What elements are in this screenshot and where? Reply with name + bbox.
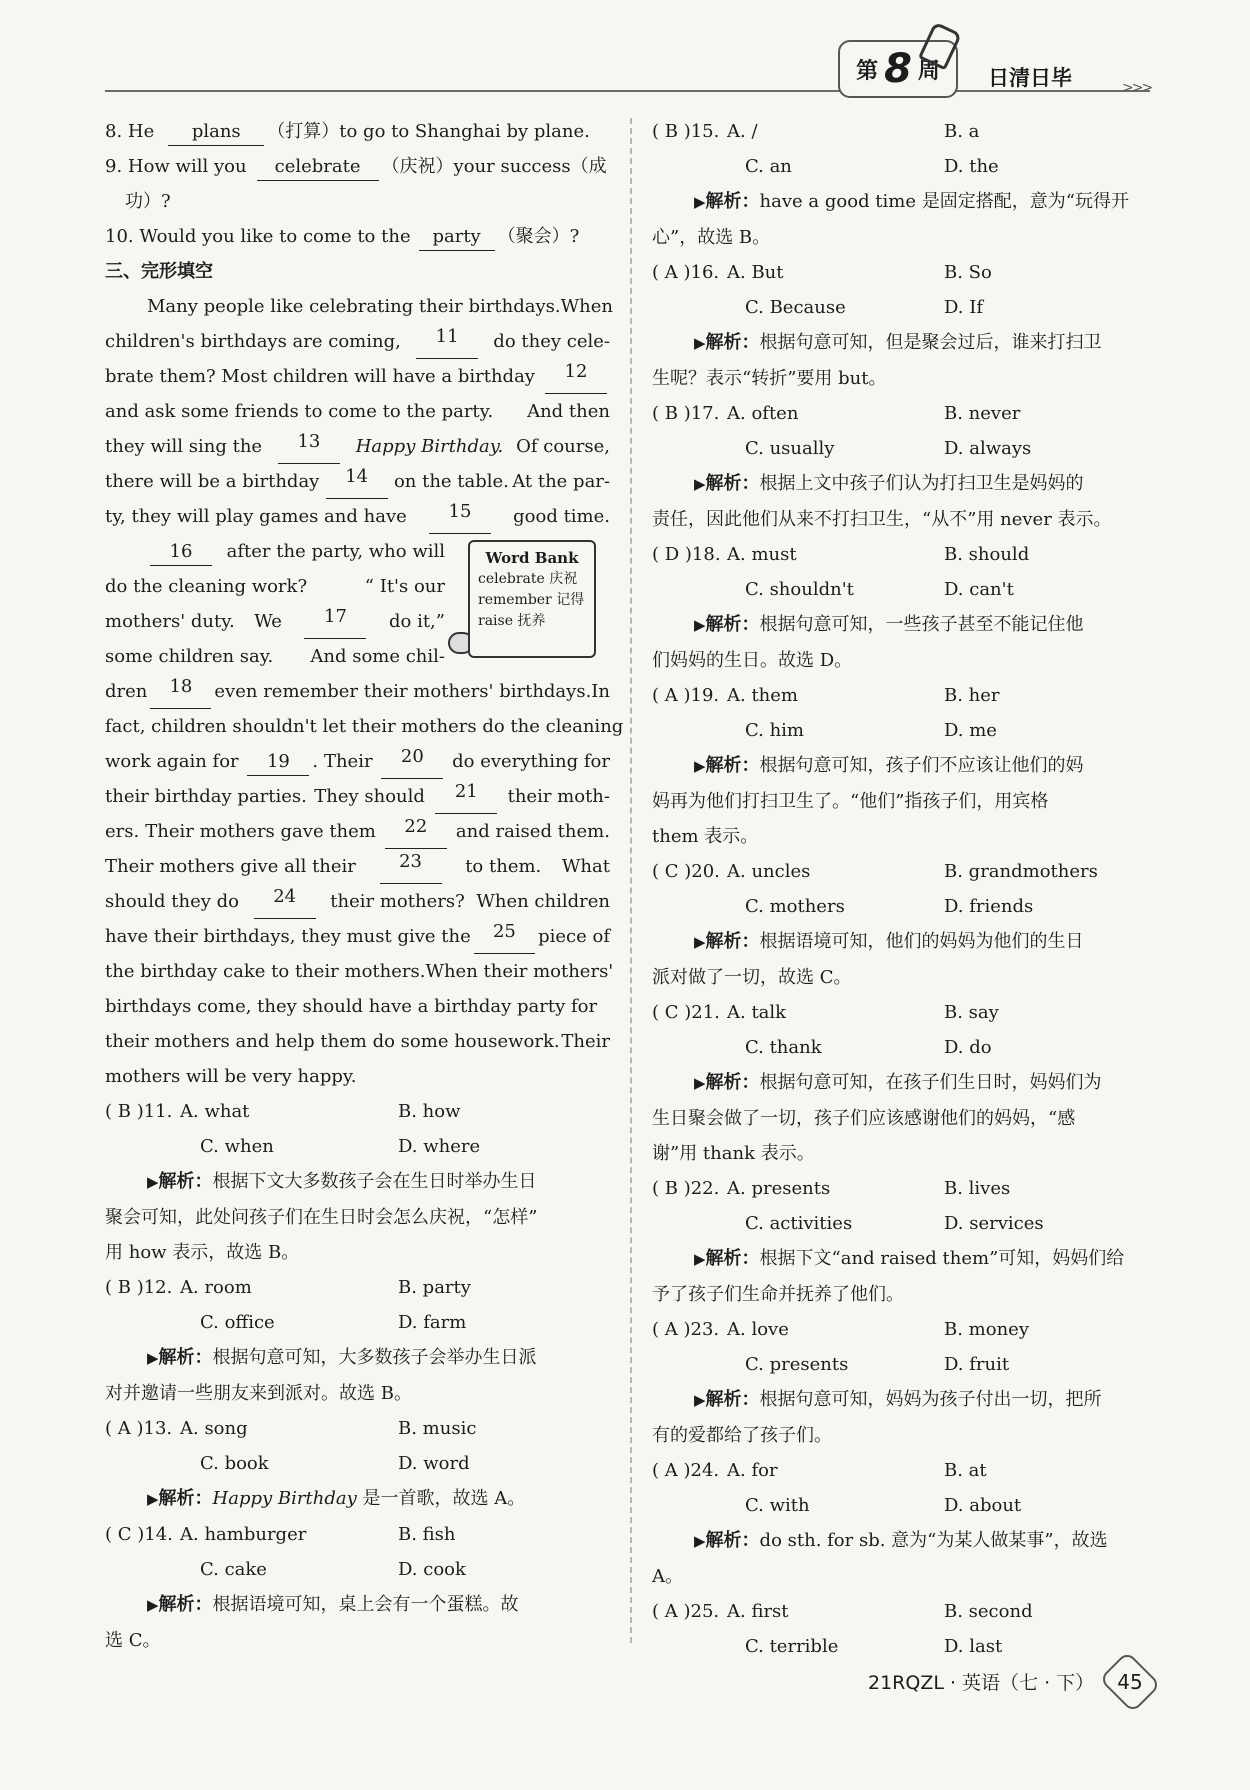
question-22: ( B )22. A. presents B. lives: [652, 1178, 1011, 1199]
answer-blank: party: [419, 224, 495, 251]
question-11: ( B )11. A. what B. how: [105, 1101, 461, 1122]
header-title: 日清日毕: [988, 66, 1072, 90]
answer-blank: plans: [168, 119, 264, 146]
pointer-icon: ▶: [147, 1490, 159, 1508]
pointer-icon: ▶: [694, 616, 706, 634]
week-prefix: 第: [856, 58, 879, 84]
question-14: ( C )14. A. hamburger B. fish: [105, 1524, 456, 1545]
book-code: 21RQZL · 英语（七 · 下）: [868, 1672, 1095, 1694]
left-column: 8. He plans （打算）to go to Shanghai by plane. 9. How will you celebrate （庆祝）your success（成 功）? 10. Would you like to come to the party （聚会）? 三、完形填空 Many people like celebrating their birthdays. When children's birthdays are coming, 11 do they cele- brate them? Most children will have a birthday 12 and ask some friends to come to the party. And then they will sing the 13 Happy Birthday. Of course, there will be a birthday 14 on the table. At the par- ty, they will play games and have 15 good time. 16 after the party, who will do the cleaning work? “ It's our mothers' duty. We 17 do it,” some children say. And some chil- dren 18 even remember their mothers' birthdays. In fact, children shouldn't let their mothers do the cleaning work again for 19 . Their 20 do everything for their birthday parties. They should 21 their moth- ers. Their mothers gave them 22 and raised them. Their mothers give all their 23 to them. What should they do 24 their mothers? When children have their birthdays, they must give the 25 piece of the birthday cake to their mothers. When their mothers' birthdays come, they should have a birthday party for their mothers and help them do some housework. Their mothers will be very happy. ( B )11. A. what B. how C. when D. where ▶解析：根据下文大多数孩子会在生日时举办生日 聚会可知，此处问孩子们在生日时会怎么庆祝，“怎样” 用 how 表示，故选 B。 ( B )12. A. room B. party C. office D. farm ▶解析：根据句意可知，大多数孩子会举办生日派 对并邀请一些朋友来到派对。故选 B。 ( A )13. A. song B. music C. book D. word ▶解析：Happy Birthday 是一首歌，故选 A。 ( C )14. A. hamburger B. fish C. cake D. cook ▶解析：根据语境可知，桌上会有一个蛋糕。故 选 C。: [105, 114, 610, 1658]
section-heading: 三、完形填空: [105, 261, 213, 282]
word-bank: Word Bank celebrate 庆祝 remember 记得 raise 抚养: [468, 540, 596, 658]
question-18: ( D )18. A. must B. should: [652, 544, 1030, 565]
pointer-icon: ▶: [147, 1596, 159, 1614]
question-24: ( A )24. A. for B. at: [652, 1460, 987, 1481]
page-number: 45: [1117, 1670, 1143, 1694]
pointer-icon: ▶: [694, 1250, 706, 1268]
question-16: ( A )16. A. But B. So: [652, 262, 992, 283]
question-20: ( C )20. A. uncles B. grandmothers: [652, 861, 1098, 882]
week-suffix: 周: [917, 58, 940, 84]
pointer-icon: ▶: [694, 1532, 706, 1550]
right-column: ( B )15. A. / B. a C. an D. the ▶解析：have a good time 是固定搭配，意为“玩得开 心”，故选 B。 ( A )16. A. But B. So C. Because D. If ▶解析：根据句意可知，但是聚会过后，谁来打扫卫 生呢？表示“转折”要用 but。 ( B )17. A. often B. never C. usually D. always ▶解析：根据上文中孩子们认为打扫卫生是妈妈的 责任，因此他们从来不打扫卫生，“从不”用 never 表示。 ( D )18. A. must B. should C. shouldn't D. can't ▶解析：根据句意可知，一些孩子甚至不能记住他 们妈妈的生日。故选 D。 ( A )19. A. them B. her C. him D. me ▶解析：根据句意可知，孩子们不应该让他们的妈 妈再为他们打扫卫生了。“他们”指孩子们，用宾格 them 表示。 ( C )20. A. uncles B. grandmothers C. mothers D. friends ▶解析：根据语境可知，他们的妈妈为他们的生日 派对做了一切，故选 C。 ( C )21. A. talk B. say C. thank D. do ▶解析：根据句意可知，在孩子们生日时，妈妈们为 生日聚会做了一切，孩子们应该感谢他们的妈妈，“感 谢”用 thank 表示。 ( B )22. A. presents B. lives C. activities D. services ▶解析：根据下文“and raised them”可知，妈妈们给 予了孩子们生命并抚养了他们。 ( A )23. A. love B. money C. presents D. fruit ▶解析：根据句意可知，妈妈为孩子付出一切，把所 有的爱都给了孩子们。 ( A )24. A. for B. at C. with D. about ▶解析：do sth. for sb. 意为“为某人做某事”，故选 A。 ( A )25. A. first B. second C. terrible D. last: [652, 114, 1157, 1664]
pointer-icon: ▶: [694, 757, 706, 775]
question-19: ( A )19. A. them B. her: [652, 685, 1000, 706]
pointer-icon: ▶: [147, 1173, 159, 1191]
pointer-icon: ▶: [694, 1074, 706, 1092]
pointer-icon: ▶: [694, 193, 706, 211]
column-divider: [630, 118, 632, 1643]
pointer-icon: ▶: [694, 933, 706, 951]
question-21: ( C )21. A. talk B. say: [652, 1002, 999, 1023]
question-23: ( A )23. A. love B. money: [652, 1319, 1029, 1340]
pointer-icon: ▶: [147, 1349, 159, 1367]
week-number: 8: [884, 46, 912, 92]
pointer-icon: ▶: [694, 1391, 706, 1409]
question-15: ( B )15. A. / B. a: [652, 121, 980, 142]
answer-blank: celebrate: [257, 154, 379, 181]
question-17: ( B )17. A. often B. never: [652, 403, 1021, 424]
question-13: ( A )13. A. song B. music: [105, 1418, 477, 1439]
pointer-icon: ▶: [694, 334, 706, 352]
question-8: 8. He plans （打算）to go to Shanghai by plane.: [105, 114, 610, 149]
question-12: ( B )12. A. room B. party: [105, 1277, 471, 1298]
header-arrows: >>>: [1122, 80, 1152, 96]
pointer-icon: ▶: [694, 475, 706, 493]
cloze-passage: Many people like celebrating their birthdays. When children's birthdays are coming, 11 do they cele- brate them? Most children will have a birthday 12 and ask some friends to come to the party. And then they will sing the 13 Happy Birthday. Of course, there will be a birthday 14 on the table. At the par- ty, they will play games and have 15 good time. 16 after the party, who will do the cleaning work? “ It's our mothers' duty. We 17 do it,” some children say. And some chil- dren 18 even remember their mothers' birthdays. In fact, children shouldn't let their mothers do the cleaning work again for 19 . Their 20 do everything for their birthday parties. They should 21 their moth- ers. Their mothers gave them 22 and raised them. Their mothers give all their 23 to them. What should they do 24 their mothers? When children have their birthdays, they must give the 25 piece of the birthday cake to their mothers. When their mothers' birthdays come, they should have a birthday party for their mothers and help them do some housework. Their mothers will be very happy.: [105, 296, 624, 1087]
question-25: ( A )25. A. first B. second: [652, 1601, 1033, 1622]
question-9: 9. How will you celebrate （庆祝）your success（成: [105, 149, 610, 184]
question-10: 10. Would you like to come to the party （聚会）?: [105, 219, 610, 254]
